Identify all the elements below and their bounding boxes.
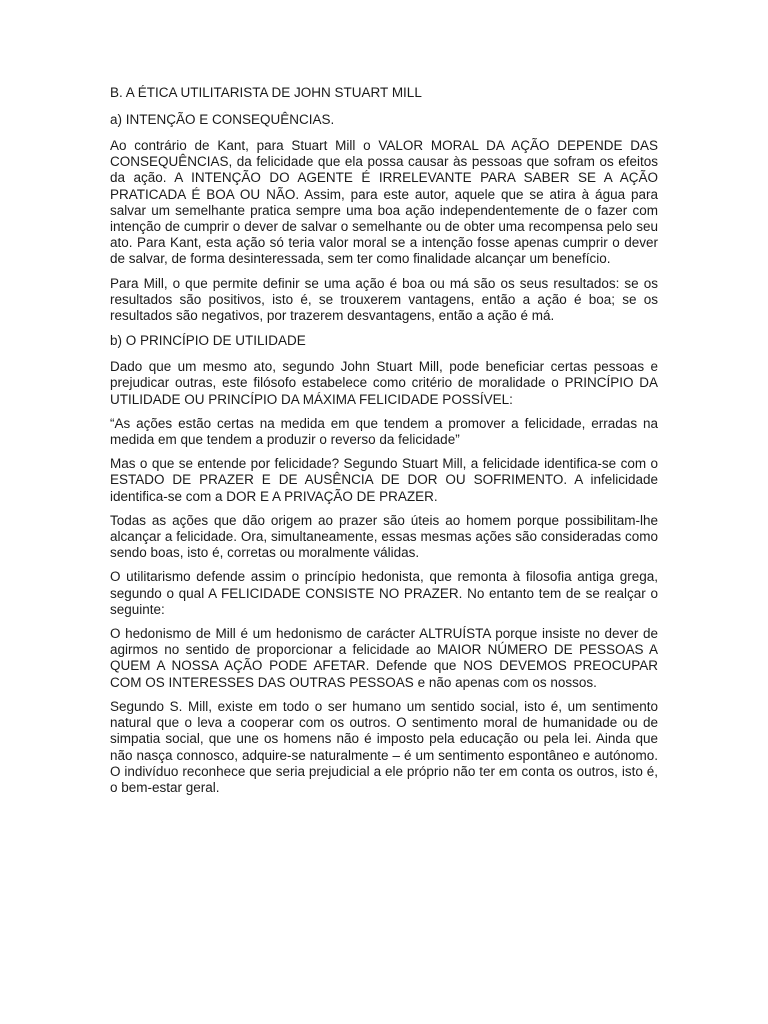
paragraph-7: O utilitarismo defende assim o princípio hedonista, que remonta à filosofia antiga grega, segundo o qual A FELICIDADE CONSISTE NO PRAZER. No entanto tem de se realçar o seguinte:	[110, 569, 658, 617]
document-title: B. A ÉTICA UTILITARISTA DE JOHN STUART MILL	[110, 85, 422, 100]
section-a-heading: a) INTENÇÃO E CONSEQUÊNCIAS.	[110, 112, 335, 127]
paragraph-1: Ao contrário de Kant, para Stuart Mill o VALOR MORAL DA AÇÃO DEPENDE DAS CONSEQUÊNCIAS, da felicidade que ela possa causar às pessoas que sofram os efeitos da ação. A INTENÇÃO DO AGENTE É IRRELEVANTE PARA SABER SE A AÇÃO PRATICADA É BOA OU NÃO. Assim, para este autor, aquele que se atira à água para salvar um semelhante pratica sempre uma boa ação independentemente de o fazer com intenção de cumprir o dever de salvar o semelhante ou de obter uma recompensa pelo seu ato. Para Kant, esta ação só teria valor moral se a intenção fosse apenas cumprir o dever de salvar, de forma desinteressada, sem ter como finalidade alcançar um benefício.	[110, 138, 658, 267]
paragraph-3: Dado que um mesmo ato, segundo John Stuart Mill, pode beneficiar certas pessoas e prejudicar outras, este filósofo estabelece como critério de moralidade o PRINCÍPIO DA UTILIDADE OU PRINCÍPIO DA MÁXIMA FELICIDADE POSSÍVEL:	[110, 359, 658, 407]
quote-paragraph: “As ações estão certas na medida em que tendem a promover a felicidade, erradas na medida em que tendem a produzir o reverso da felicidade”	[110, 415, 658, 448]
paragraph-9: Segundo S. Mill, existe em todo o ser humano um sentido social, isto é, um sentimento natural que o leva a cooperar com os outros. O sentimento moral de humanidade ou de simpatia social, que une os homens não é imposto pela educação ou pela lei. Ainda que não nasça connosco, adquire-se naturalmente – é um sentimento espontâneo e autónomo. O indivíduo reconhece que seria prejudicial a ele próprio não ter em conta os outros, isto é, o bem-estar geral.	[110, 698, 658, 795]
paragraph-6: Todas as ações que dão origem ao prazer são úteis ao homem porque possibilitam-lhe alcançar a felicidade. Ora, simultaneamente, essas mesmas ações são consideradas como sendo boas, isto é, corretas ou moralmente válidas.	[110, 512, 658, 561]
paragraph-5: Mas o que se entende por felicidade? Segundo Stuart Mill, a felicidade identifica-se com o ESTADO DE PRAZER E DE AUSÊNCIA DE DOR OU SOFRIMENTO. A infelicidade identifica-se com a DOR E A PRIVAÇÃO DE PRAZER.	[110, 456, 658, 504]
paragraph-2: Para Mill, o que permite definir se uma ação é boa ou má são os seus resultados: se os resultados são positivos, isto é, se trouxerem vantagens, então a ação é boa; se os resultados são negativos, por trazerem desvantagens, então a ação é má.	[110, 275, 658, 324]
section-b-heading: b) O PRINCÍPIO DE UTILIDADE	[110, 333, 306, 349]
paragraph-8: O hedonismo de Mill é um hedonismo de carácter ALTRUÍSTA porque insiste no dever de agirmos no sentido de proporcionar a felicidade ao MAIOR NÚMERO DE PESSOAS A QUEM A NOSSA AÇÃO PODE AFETAR. Defende que NOS DEVEMOS PREOCUPAR COM OS INTERESSES DAS OUTRAS PESSOAS e não apenas com os nossos.	[110, 626, 658, 690]
